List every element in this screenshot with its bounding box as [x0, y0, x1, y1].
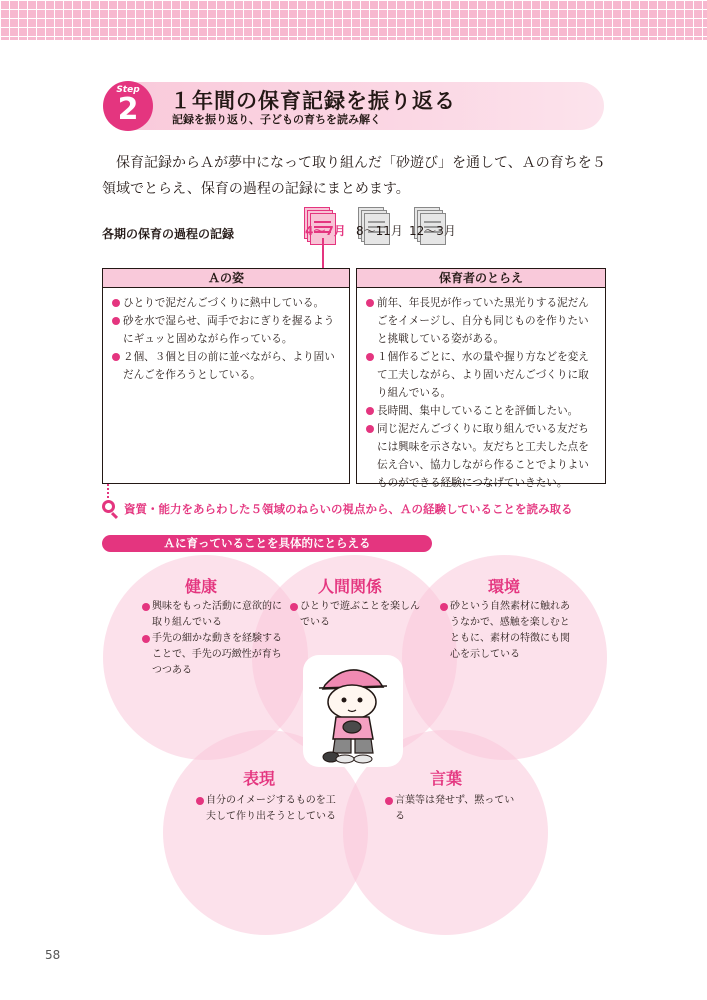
domain-list-expression [196, 793, 336, 825]
list-item: 自分のイメージするものを工夫して作り出そうとしている [196, 793, 336, 825]
child-illustration-frame [303, 655, 403, 767]
list-item: 砂という自然素材に触れあうなかで、感触を楽しむとともに、素材の特徴にも関心を示している [440, 599, 575, 663]
records-label: 各期の保育の過程の記録 [102, 227, 235, 241]
page-number: 58 [45, 948, 61, 962]
teacher-view-box [356, 268, 606, 489]
step-badge [103, 81, 153, 131]
concrete-heading-bar: Ａに育っていることを具体的にとらえる [102, 535, 432, 552]
domain-list-health [142, 599, 282, 679]
period-label: 12～3月 [409, 224, 456, 238]
domain-list-language [385, 793, 515, 825]
magnifier-icon [111, 512, 118, 519]
domain-title-expression: 表現 [243, 769, 276, 788]
list-item: ２個、３個と目の前に並べながら、より固いだんごを作ろうとしている。 [112, 348, 341, 384]
step-label: Step [116, 85, 140, 95]
list-item: 手先の細かな動きを経験することで、手先の巧緻性が育ちつつある [142, 631, 282, 679]
list-item: ひとりで泥だんごづくりに熱中している。 [112, 294, 341, 312]
domain-title-environment: 環境 [488, 577, 521, 596]
top-decorative-band [0, 0, 707, 40]
domain-title-relations: 人間関係 [318, 577, 383, 596]
period-label-active: 4～7月 [305, 224, 346, 238]
domain-list-relations [290, 599, 420, 631]
step-number: 2 [117, 92, 139, 127]
list-item: 言葉等は発せず、黙っている [385, 793, 515, 825]
reading-heading [102, 500, 612, 520]
intro-paragraph: 保育記録からＡが夢中になって取り組んだ「砂遊び」を通して、Ａの育ちを５領域でとらえ、保育の過程の記録にまとめます。 [102, 155, 606, 197]
list-item: 砂を水で湿らせ、両手でおにぎりを握るようにギュッと固めながら作っている。 [112, 312, 341, 348]
dotted-connector [107, 484, 109, 498]
teacher-view-header: 保育者のとらえ [357, 269, 605, 288]
domain-title-language: 言葉 [430, 769, 463, 788]
period-label: 8～11月 [356, 224, 403, 238]
domain-list-environment [440, 599, 575, 663]
child-behavior-header: Ａの姿 [103, 269, 349, 288]
domain-title-health: 健康 [185, 577, 218, 596]
list-item: 長時間、集中していることを評価したい。 [366, 402, 597, 420]
list-item: 興味をもった活動に意欲的に取り組んでいる [142, 599, 282, 631]
page-subtitle: 記録を振り返り、子どもの育ちを読み解く [172, 113, 381, 126]
list-item: 前年、年長児が作っていた黒光りする泥だんごをイメージし、自分も同じものを作りたいと挑戦している姿がある。 [366, 294, 597, 348]
list-item: １個作るごとに、水の量や握り方などを変えて工夫しながら、より固いだんごづくりに取り組んでいる。 [366, 348, 597, 402]
page-title: １年間の保育記録を振り返る [170, 89, 456, 113]
list-item: 同じ泥だんごづくりに取り組んでいる友だちには興味を示さない。友だちと工夫した点を伝え合い、協力しながら作ることでよりよいものができる経験につなげていきたい。 [366, 420, 597, 492]
child-illustration [303, 655, 403, 767]
child-behavior-box [102, 268, 350, 484]
reading-heading-text: 資質・能力をあらわした５領域のねらいの視点から、Ａの経験していることを読み取る [124, 502, 573, 516]
list-item: ひとりで遊ぶことを楽しんでいる [290, 599, 420, 631]
